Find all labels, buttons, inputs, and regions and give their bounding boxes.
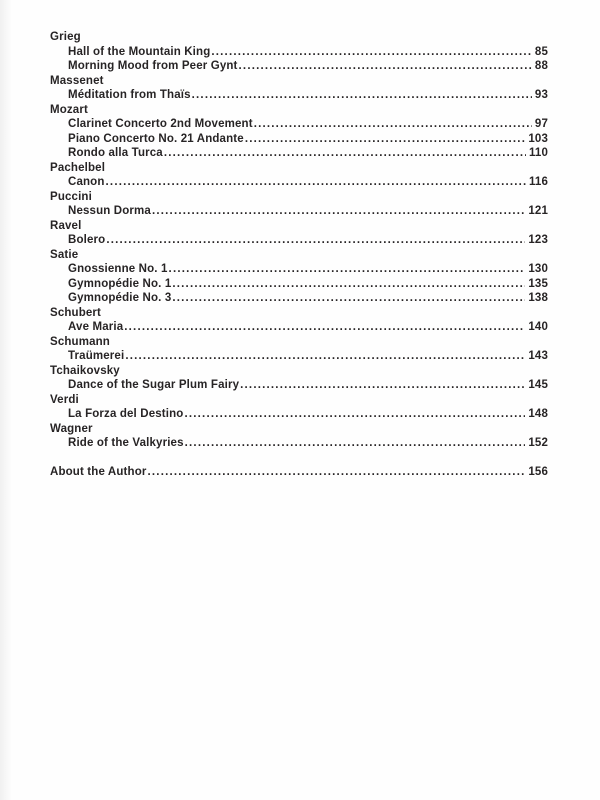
toc-entry xyxy=(50,117,548,132)
toc-entry xyxy=(50,262,548,277)
composer-heading: Schubert xyxy=(50,306,102,319)
dot-leader xyxy=(239,59,532,74)
page-number: 93 xyxy=(534,89,548,101)
toc-entry xyxy=(50,59,548,74)
dot-leader xyxy=(211,45,532,60)
composer-heading: Puccini xyxy=(50,190,92,203)
page-number: 140 xyxy=(528,321,548,333)
page-edge-shadow xyxy=(0,0,12,800)
page-number: 143 xyxy=(528,350,548,362)
page-number: 138 xyxy=(528,292,548,304)
page-number: 116 xyxy=(528,176,548,188)
toc-entry-title: Morning Mood from Peer Gynt xyxy=(68,60,238,72)
toc-entry xyxy=(50,277,548,292)
toc-entry-title: Gnossienne No. 1 xyxy=(68,263,168,275)
toc-entry xyxy=(50,291,548,306)
toc-entry xyxy=(50,45,548,60)
page-number: 110 xyxy=(528,147,548,159)
composer-heading: Massenet xyxy=(50,74,104,87)
toc-entry-title: Dance of the Sugar Plum Fairy xyxy=(68,379,240,391)
dot-leader xyxy=(152,204,525,219)
toc-entry xyxy=(50,175,548,190)
composer-heading: Satie xyxy=(50,248,79,261)
toc-entry-title: About the Author xyxy=(50,466,147,478)
dot-leader xyxy=(148,465,526,480)
dot-leader xyxy=(106,233,525,248)
toc-entry xyxy=(50,132,548,147)
toc-entry xyxy=(50,146,548,161)
about-the-author-entry xyxy=(50,465,548,480)
dot-leader xyxy=(172,291,525,306)
dot-leader xyxy=(192,88,532,103)
composer-heading: Ravel xyxy=(50,219,82,232)
page-number: 121 xyxy=(528,205,548,217)
page-number: 148 xyxy=(528,408,548,420)
toc-entry-title: La Forza del Destino xyxy=(68,408,184,420)
page-number: 103 xyxy=(528,132,548,145)
dot-leader xyxy=(124,320,525,335)
page-number: 130 xyxy=(528,263,548,275)
toc-entry-title: Méditation from Thaïs xyxy=(68,89,191,101)
page-number: 135 xyxy=(528,277,548,290)
toc-entry xyxy=(50,320,548,335)
toc-entry-title: Piano Concerto No. 21 Andante xyxy=(68,132,244,145)
toc-entry-title: Ave Maria xyxy=(68,321,124,333)
page-number: 97 xyxy=(534,118,548,130)
toc-entry-title: Hall of the Mountain King xyxy=(68,45,211,58)
toc-entry xyxy=(50,407,548,422)
toc-list xyxy=(50,30,548,480)
dot-leader xyxy=(240,378,525,393)
dot-leader xyxy=(164,146,526,161)
composer-heading: Verdi xyxy=(50,393,79,406)
page-number: 88 xyxy=(534,60,548,72)
dot-leader xyxy=(245,132,526,147)
dot-leader xyxy=(254,117,532,132)
toc-entry-title: Ride of the Valkyries xyxy=(68,437,184,449)
toc-entry xyxy=(50,349,548,364)
dot-leader xyxy=(106,175,526,190)
toc-entry xyxy=(50,233,548,248)
dot-leader xyxy=(172,277,525,292)
toc-entry-title: Rondo alla Turca xyxy=(68,147,163,159)
toc-entry xyxy=(50,88,548,103)
page-number: 123 xyxy=(528,234,548,246)
dot-leader xyxy=(169,262,526,277)
dot-leader xyxy=(125,349,525,364)
composer-heading: Mozart xyxy=(50,103,88,116)
toc-entry xyxy=(50,378,548,393)
composer-heading: Tchaikovsky xyxy=(50,364,120,377)
composer-heading: Wagner xyxy=(50,422,93,435)
toc-entry-title: Clarinet Concerto 2nd Movement xyxy=(68,118,253,130)
toc-entry-title: Gymnopédie No. 3 xyxy=(68,292,172,304)
dot-leader xyxy=(184,407,525,422)
page-number: 156 xyxy=(528,466,548,478)
page-number: 152 xyxy=(528,437,548,449)
toc-entry-title: Traümerei xyxy=(68,350,125,362)
toc-entry-title: Bolero xyxy=(68,234,106,246)
toc-entry-title: Gymnopédie No. 1 xyxy=(68,277,172,290)
composer-heading: Pachelbel xyxy=(50,161,106,174)
page-number: 85 xyxy=(534,45,548,58)
page-number: 145 xyxy=(528,379,548,391)
composer-heading: Grieg xyxy=(50,31,81,43)
dot-leader xyxy=(185,436,526,451)
toc-entry xyxy=(50,204,548,219)
toc-entry-title: Nessun Dorma xyxy=(68,205,151,217)
toc-entry-title: Canon xyxy=(68,176,105,188)
composer-heading: Schumann xyxy=(50,335,110,348)
toc-entry xyxy=(50,436,548,451)
